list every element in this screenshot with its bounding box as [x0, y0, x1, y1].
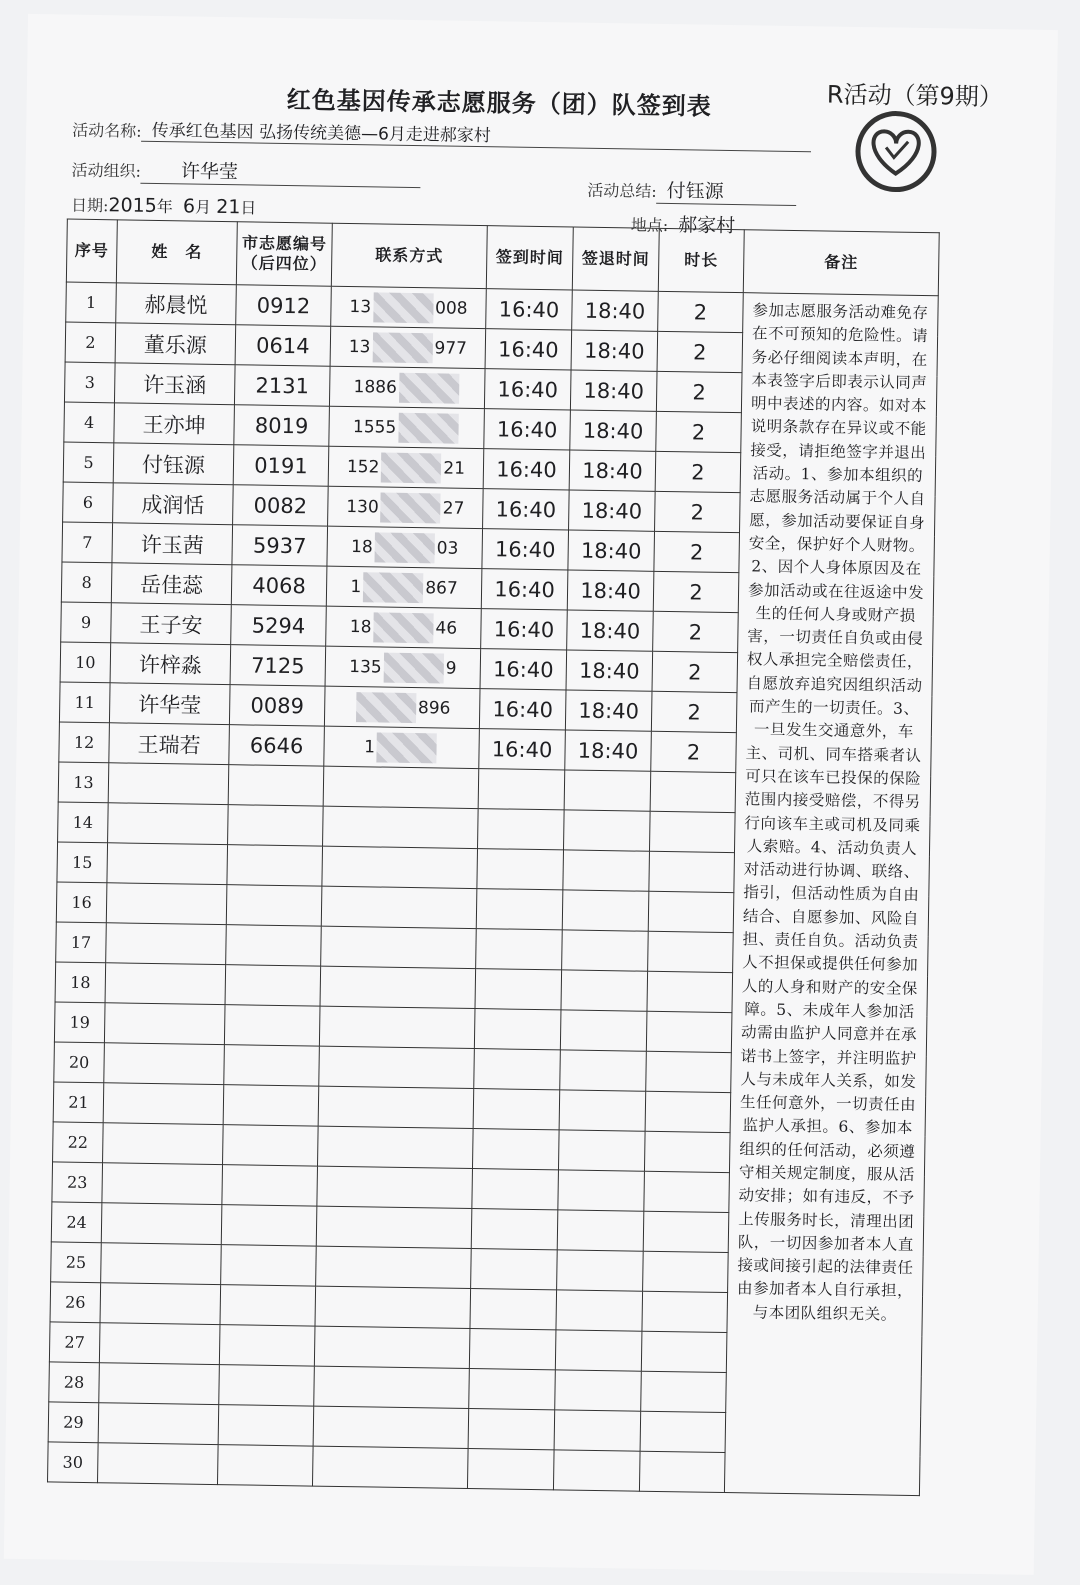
- row-name: 王亦坤: [114, 403, 235, 445]
- row-volunteer-id: [223, 1125, 319, 1166]
- row-contact-prefix: 13: [348, 336, 371, 357]
- row-sign-in-time: [472, 1169, 559, 1210]
- row-sign-out-time: 18:40: [569, 490, 656, 531]
- row-number: 1: [66, 282, 117, 323]
- row-number: 11: [59, 682, 110, 723]
- row-sign-out-time: 18:40: [565, 690, 652, 731]
- redaction-mosaic: [381, 492, 441, 523]
- redaction-mosaic: [363, 572, 423, 603]
- row-number: 9: [61, 602, 112, 643]
- row-sign-in-time: 16:40: [484, 369, 571, 410]
- row-volunteer-id: [224, 1045, 320, 1086]
- activity-summary-label: 活动总结:: [587, 180, 657, 201]
- row-sign-in-time: 16:40: [481, 569, 568, 610]
- sheet-title: 红色基因传承志愿服务（团）队签到表: [286, 84, 712, 121]
- row-contact-suffix: 867: [425, 577, 458, 599]
- row-duration: 2: [654, 531, 740, 572]
- activity-name-value: 传承红色基因 弘扬传统美德—6月走进郝家村: [141, 116, 811, 153]
- row-volunteer-id: 5294: [231, 605, 327, 646]
- row-number: 18: [55, 962, 106, 1003]
- row-name: [106, 923, 227, 965]
- row-duration: [649, 851, 735, 892]
- sign-in-table: [47, 219, 940, 1497]
- row-number: 3: [64, 362, 115, 403]
- sign-in-sheet: [4, 14, 1058, 1575]
- row-sign-out-time: [559, 1090, 646, 1131]
- row-sign-in-time: [476, 929, 563, 970]
- row-duration: [646, 1011, 732, 1052]
- col-header-sign-in-time: 签到时间: [486, 226, 573, 290]
- row-contact: [318, 1086, 474, 1128]
- row-sign-out-time: 18:40: [566, 650, 653, 691]
- row-name: [103, 1123, 224, 1165]
- row-sign-in-time: [470, 1289, 557, 1330]
- row-volunteer-id: [228, 805, 324, 846]
- row-volunteer-id: [224, 1005, 320, 1046]
- row-sign-in-time: [469, 1369, 556, 1410]
- row-name: [98, 1443, 219, 1485]
- row-volunteer-id: [221, 1205, 317, 1246]
- row-volunteer-id: 7125: [230, 645, 326, 686]
- row-duration: [643, 1211, 729, 1252]
- row-contact: [321, 926, 477, 968]
- row-duration: [641, 1371, 727, 1412]
- row-sign-in-time: [475, 969, 562, 1010]
- row-sign-out-time: 18:40: [570, 370, 657, 411]
- row-number: 30: [48, 1442, 99, 1483]
- row-number: 19: [54, 1002, 105, 1043]
- date-label: 日期:: [70, 195, 109, 216]
- redaction-mosaic: [373, 612, 433, 643]
- row-sign-in-time: 16:40: [480, 649, 567, 690]
- row-duration: [645, 1091, 731, 1132]
- row-duration: 2: [653, 571, 739, 612]
- row-contact: [329, 406, 485, 448]
- row-sign-out-time: [555, 1330, 642, 1371]
- row-sign-out-time: [554, 1410, 641, 1451]
- row-volunteer-id: [219, 1325, 315, 1366]
- row-contact: [329, 366, 485, 408]
- row-contact: [324, 726, 480, 768]
- row-contact: [319, 1046, 475, 1088]
- row-sign-out-time: [557, 1250, 644, 1291]
- row-sign-out-time: [553, 1450, 640, 1491]
- row-volunteer-id: 6646: [229, 725, 325, 766]
- row-contact: [316, 1246, 472, 1288]
- row-volunteer-id: [225, 965, 321, 1006]
- row-number: 2: [65, 322, 116, 363]
- row-number: 4: [64, 402, 115, 443]
- row-contact: [316, 1206, 472, 1248]
- row-contact: [317, 1166, 473, 1208]
- row-sign-out-time: [563, 850, 650, 891]
- row-number: 23: [52, 1162, 103, 1203]
- row-sign-in-time: 16:40: [479, 689, 566, 730]
- row-volunteer-id: 4068: [231, 565, 327, 606]
- row-name: [106, 883, 227, 925]
- row-number: 6: [63, 482, 114, 523]
- row-duration: 2: [656, 371, 742, 412]
- row-sign-in-time: [476, 889, 563, 930]
- handwritten-corner-note: R活动（第9期）: [826, 80, 1004, 112]
- row-number: 8: [61, 562, 112, 603]
- row-volunteer-id: 0082: [233, 485, 329, 526]
- row-contact-prefix: 152: [346, 456, 380, 477]
- row-volunteer-id: 2131: [234, 365, 330, 406]
- row-contact-suffix: 9: [445, 658, 457, 679]
- row-sign-in-time: 16:40: [483, 489, 570, 530]
- row-sign-in-time: 16:40: [482, 529, 569, 570]
- row-volunteer-id: 5937: [232, 525, 328, 566]
- row-volunteer-id: [219, 1365, 315, 1406]
- row-duration: [650, 771, 736, 812]
- row-contact-suffix: 46: [435, 617, 458, 639]
- row-volunteer-id: 0089: [229, 685, 325, 726]
- row-sign-out-time: 18:40: [568, 530, 655, 571]
- row-contact: [326, 606, 482, 648]
- row-number: 22: [53, 1122, 104, 1163]
- row-number: 12: [59, 722, 110, 763]
- row-sign-out-time: [563, 810, 650, 851]
- row-number: 14: [58, 802, 109, 843]
- row-sign-out-time: [556, 1290, 643, 1331]
- row-sign-in-time: [469, 1329, 556, 1370]
- row-duration: [643, 1251, 729, 1292]
- row-contact: [323, 766, 479, 808]
- row-duration: [641, 1331, 727, 1372]
- row-number: 10: [60, 642, 111, 683]
- row-volunteer-id: [220, 1285, 316, 1326]
- row-name: 许梓淼: [110, 643, 231, 685]
- row-sign-out-time: 18:40: [565, 730, 652, 771]
- row-sign-out-time: [557, 1210, 644, 1251]
- row-name: [108, 763, 229, 805]
- row-sign-in-time: [473, 1089, 560, 1130]
- row-duration: 2: [655, 491, 741, 532]
- row-contact: [314, 1366, 470, 1408]
- row-contact-suffix: 896: [417, 697, 451, 719]
- activity-summary-field: [587, 175, 797, 206]
- row-contact: [321, 886, 477, 928]
- date-month-unit: 月: [194, 197, 212, 217]
- row-contact: [324, 686, 480, 728]
- row-volunteer-id: 0614: [235, 325, 331, 366]
- date-field: [71, 193, 257, 219]
- row-contact: [328, 446, 484, 488]
- row-contact-suffix: 977: [434, 337, 468, 359]
- row-sign-out-time: [555, 1370, 642, 1411]
- row-contact: [325, 646, 481, 688]
- row-number: 26: [50, 1282, 101, 1323]
- row-contact: [313, 1406, 469, 1448]
- remarks-disclaimer: 参加志愿服务活动难免存在不可预知的危险性。请务必仔细阅读本声明，在本表签字后即表示认同声明中表述的内容。如对本说明条款存在异议或不能接受，请拒绝签字并退出活动。1、参加本组织的志愿服务活动属于个人自愿，参加活动要保证自身安全，保护好个人财物。2、因个人身体原因及在参加活动或在往返途中发生的任何人身或财产损害，一切责任自负或由侵权人承担完全赔偿责任，自愿放弃追究因组织活动而产生的一切责任。3、一旦发生交通意外，车主、司机、同车搭乘者认可只在该车已投保的保险范围内接受赔偿，不得另行向该车主或司机及同乘人索赔。4、活动负责人对活动进行协调、联络、指引，但活动性质为自由结合、自愿参加、风险自担、责任自负。活动负责人不担保或提供任何参加人的人身和财产的安全保障。5、未成年人参加活动需由监护人同意并在承诺书上签字，并注明监护人与未成年人关系，如发生任何意外，一切责任由监护人承担。6、参加本组织的任何活动，必须遵守相关规定制度，服从活动安排；如有违反，不予上传服务时长，清理出团队，一切因参加者本人直接或间接引起的法律责任由参加者本人自行承担，与本团队组织无关。: [724, 293, 938, 1496]
- date-day-unit: 日: [240, 198, 257, 218]
- row-contact-prefix: 1886: [353, 376, 398, 398]
- activity-org-value: 许华莹: [141, 156, 421, 188]
- redaction-mosaic: [381, 452, 441, 483]
- redaction-mosaic: [372, 332, 432, 363]
- row-volunteer-id: [217, 1445, 313, 1486]
- row-sign-out-time: 18:40: [567, 570, 654, 611]
- row-sign-in-time: [474, 1049, 561, 1090]
- redaction-mosaic: [374, 532, 434, 563]
- row-sign-in-time: [477, 849, 564, 890]
- row-number: 7: [62, 522, 113, 563]
- row-contact: [320, 966, 476, 1008]
- row-sign-in-time: [478, 769, 565, 810]
- row-name: 董乐源: [115, 323, 236, 365]
- row-sign-in-time: 16:40: [479, 729, 566, 770]
- row-name: [101, 1243, 222, 1285]
- row-duration: 2: [651, 731, 737, 772]
- row-duration: [640, 1411, 726, 1452]
- redaction-mosaic: [373, 292, 433, 323]
- row-name: [99, 1363, 220, 1405]
- row-duration: [646, 1051, 732, 1092]
- row-sign-in-time: [471, 1249, 558, 1290]
- row-number: 21: [53, 1082, 104, 1123]
- row-duration: [644, 1131, 730, 1172]
- row-contact: [322, 846, 478, 888]
- row-sign-out-time: [562, 890, 649, 931]
- col-header-sign-out-time: 签退时间: [572, 227, 659, 291]
- row-name: [108, 803, 229, 845]
- row-name: [105, 963, 226, 1005]
- date-month: 6: [182, 195, 196, 218]
- row-sign-in-time: 16:40: [483, 449, 570, 490]
- row-volunteer-id: 8019: [234, 405, 330, 446]
- activity-summary-value: 付钰源: [657, 176, 797, 206]
- row-volunteer-id: 0191: [233, 445, 329, 486]
- row-contact-prefix: 1555: [352, 416, 397, 438]
- row-contact: [314, 1326, 470, 1368]
- row-contact-suffix: 27: [442, 497, 465, 519]
- row-sign-in-time: 16:40: [484, 409, 571, 450]
- row-contact-suffix: 21: [443, 457, 466, 479]
- row-sign-in-time: [467, 1448, 554, 1489]
- row-contact-prefix: 130: [346, 496, 379, 517]
- row-number: 24: [51, 1202, 102, 1243]
- redaction-mosaic: [383, 652, 443, 683]
- row-sign-out-time: 18:40: [567, 610, 654, 651]
- redaction-mosaic: [377, 732, 437, 763]
- row-name: [104, 1043, 225, 1085]
- date-day: 21: [216, 195, 241, 219]
- col-header-contact: 联系方式: [331, 223, 487, 288]
- row-sign-in-time: [478, 809, 565, 850]
- row-contact-prefix: 18: [349, 616, 372, 637]
- row-duration: [648, 891, 734, 932]
- row-number: 28: [49, 1362, 100, 1403]
- col-header-no: 序号: [66, 219, 117, 283]
- redaction-mosaic: [356, 692, 416, 723]
- row-sign-in-time: 16:40: [486, 289, 573, 330]
- row-volunteer-id: [221, 1245, 317, 1286]
- row-volunteer-id: [226, 925, 322, 966]
- row-name: [99, 1323, 220, 1365]
- col-header-volunteer-id: 市志愿编号（后四位）: [236, 222, 332, 286]
- col-header-remarks: 备注: [743, 230, 939, 296]
- row-name: 许华莹: [109, 683, 230, 725]
- row-number: 16: [56, 882, 107, 923]
- row-volunteer-id: [218, 1405, 314, 1446]
- row-name: 郝晨悦: [116, 283, 237, 325]
- row-sign-out-time: 18:40: [572, 290, 659, 331]
- row-sign-in-time: [468, 1409, 555, 1450]
- row-duration: [647, 971, 733, 1012]
- row-number: 29: [48, 1402, 99, 1443]
- row-sign-in-time: 16:40: [481, 609, 568, 650]
- row-name: 成润恬: [113, 483, 234, 525]
- row-name: [98, 1403, 219, 1445]
- row-name: 王瑞若: [109, 723, 230, 765]
- row-contact: [319, 1006, 475, 1048]
- row-sign-out-time: [560, 1050, 647, 1091]
- row-name: [101, 1203, 222, 1245]
- row-volunteer-id: [222, 1165, 318, 1206]
- col-header-duration: 时长: [658, 228, 744, 292]
- row-sign-out-time: [558, 1170, 645, 1211]
- row-name: [104, 1003, 225, 1045]
- row-contact-prefix: 135: [349, 656, 382, 678]
- row-name: 付钰源: [113, 443, 234, 485]
- row-sign-out-time: 18:40: [570, 410, 657, 451]
- row-contact: [323, 806, 479, 848]
- row-number: 27: [49, 1322, 100, 1363]
- row-contact: [330, 326, 486, 368]
- row-contact-suffix: 008: [434, 297, 468, 319]
- row-contact: [315, 1286, 471, 1328]
- row-contact-prefix: 13: [349, 296, 372, 317]
- row-contact: [312, 1446, 468, 1488]
- row-duration: 2: [658, 291, 744, 332]
- redaction-mosaic: [398, 412, 458, 443]
- row-contact: [327, 526, 483, 568]
- row-sign-in-time: [474, 1009, 561, 1050]
- row-duration: 2: [651, 691, 737, 732]
- activity-org-label: 活动组织:: [71, 160, 142, 181]
- row-duration: [642, 1291, 728, 1332]
- row-duration: 2: [653, 611, 739, 652]
- row-sign-out-time: [560, 1010, 647, 1051]
- row-duration: [644, 1171, 730, 1212]
- row-name: [103, 1083, 224, 1125]
- row-volunteer-id: [227, 845, 323, 886]
- row-contact-prefix: 1: [364, 736, 376, 757]
- heart-hand-logo: [835, 103, 957, 205]
- row-name: 许玉茜: [112, 523, 233, 565]
- activity-name-label: 活动名称:: [72, 120, 142, 141]
- row-sign-out-time: [564, 770, 651, 811]
- activity-org-field: [71, 155, 421, 188]
- row-number: 17: [56, 922, 107, 963]
- row-duration: 2: [656, 411, 742, 452]
- row-number: 5: [63, 442, 114, 483]
- row-name: 王子安: [111, 603, 232, 645]
- date-year: 2015: [108, 194, 158, 217]
- row-number: 15: [57, 842, 108, 883]
- row-number: 13: [58, 762, 109, 803]
- row-sign-out-time: [561, 970, 648, 1011]
- row-name: 岳佳蕊: [111, 563, 232, 605]
- row-contact-suffix: 03: [436, 537, 459, 559]
- row-volunteer-id: [223, 1085, 319, 1126]
- row-sign-out-time: 18:40: [571, 330, 658, 371]
- row-contact-prefix: 1: [350, 576, 362, 597]
- row-sign-in-time: [472, 1129, 559, 1170]
- row-contact-prefix: 18: [350, 536, 373, 557]
- row-duration: [648, 931, 734, 972]
- row-volunteer-id: 0912: [236, 285, 332, 326]
- place-value: 郝家村: [678, 214, 736, 238]
- row-sign-in-time: 16:40: [485, 329, 572, 370]
- row-number: 25: [51, 1242, 102, 1283]
- row-duration: 2: [655, 451, 741, 492]
- row-sign-out-time: 18:40: [569, 450, 656, 491]
- row-name: [107, 843, 228, 885]
- row-sign-in-time: [471, 1209, 558, 1250]
- place-label: 地点:: [630, 215, 669, 235]
- row-volunteer-id: [228, 765, 324, 806]
- row-name: [102, 1163, 223, 1205]
- row-volunteer-id: [226, 885, 322, 926]
- redaction-mosaic: [399, 372, 459, 403]
- row-contact: [326, 566, 482, 608]
- row-number: 20: [54, 1042, 105, 1083]
- row-contact: [328, 486, 484, 528]
- row-sign-out-time: [558, 1130, 645, 1171]
- row-contact: [331, 286, 487, 328]
- row-duration: [649, 811, 735, 852]
- row-duration: [639, 1451, 725, 1492]
- row-duration: 2: [657, 331, 743, 372]
- col-header-name: 姓 名: [116, 220, 237, 285]
- row-name: 许玉涵: [114, 363, 235, 405]
- date-year-unit: 年: [156, 196, 173, 217]
- row-sign-out-time: [562, 930, 649, 971]
- row-name: [100, 1283, 221, 1325]
- row-duration: 2: [652, 651, 738, 692]
- row-contact: [318, 1126, 474, 1168]
